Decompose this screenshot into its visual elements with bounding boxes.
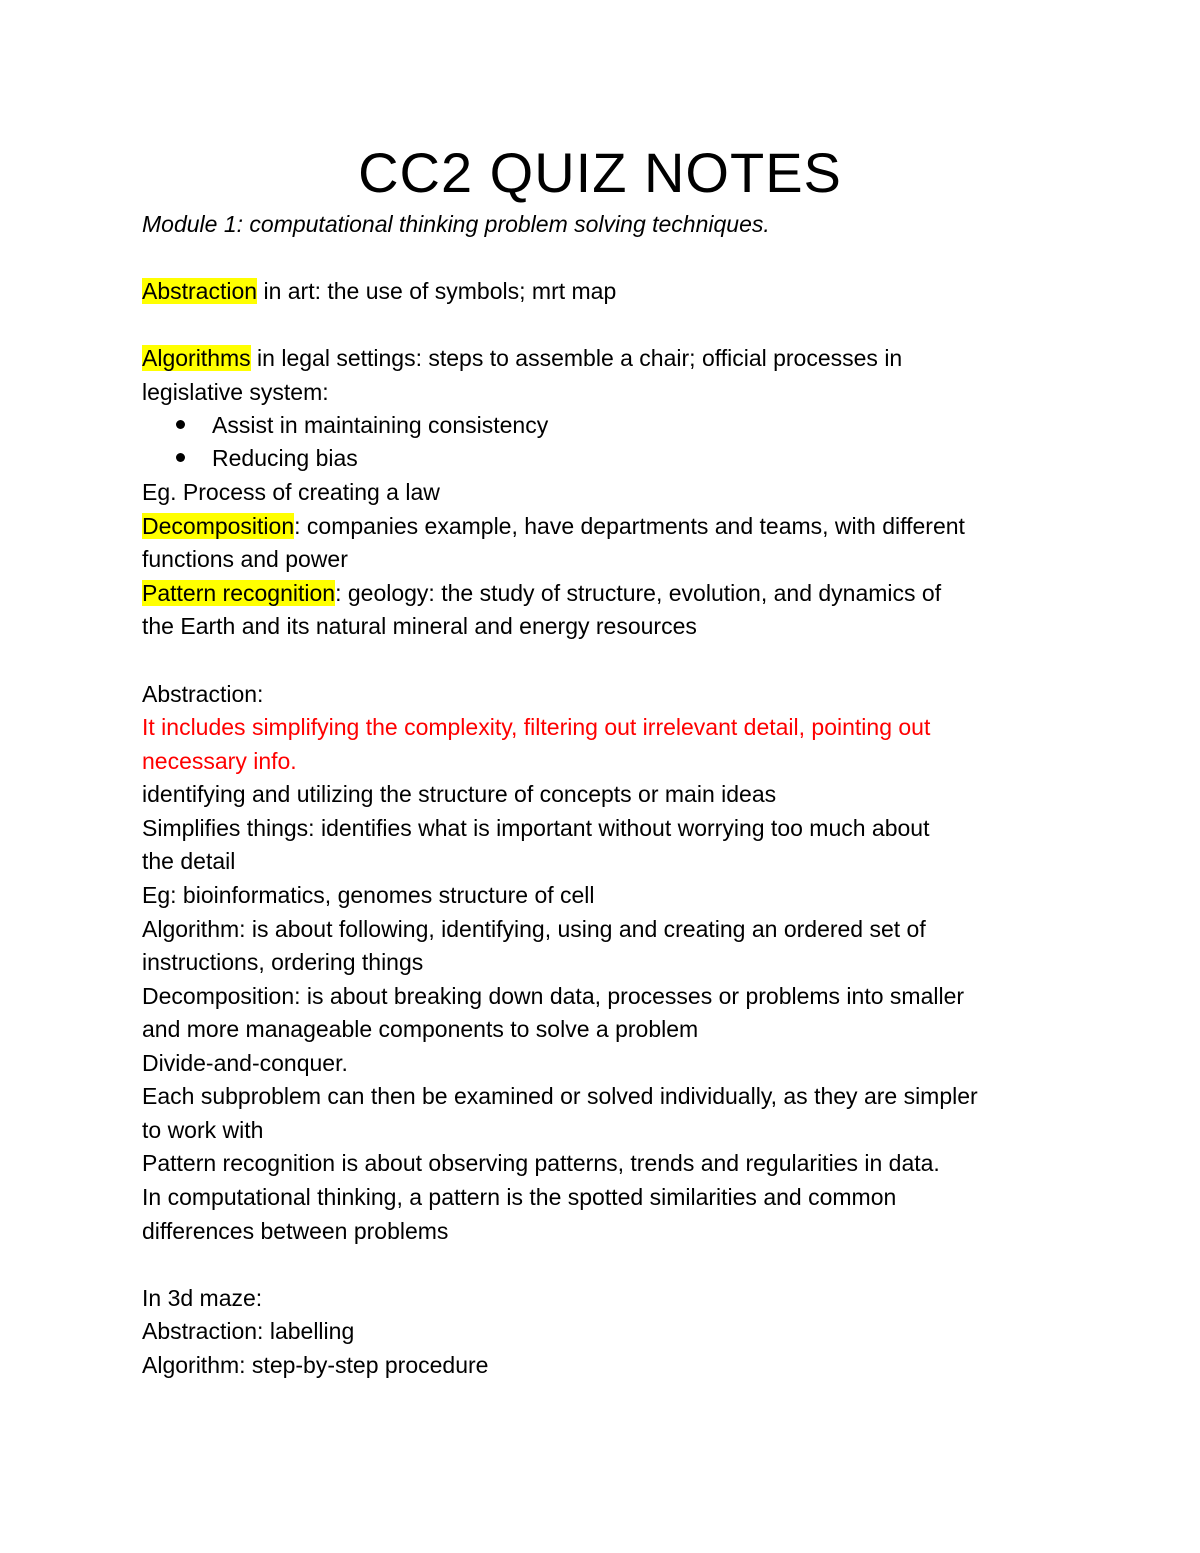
abstraction-heading: Abstraction: [142,681,264,707]
bullet-icon [176,453,185,462]
maze-line: Abstraction: labelling [142,1318,355,1344]
bullet-item-bias: Reducing bias [212,445,358,471]
abstraction-definition: It includes simplifying the complexity, filtering out irrelevant detail, pointing out [142,714,931,740]
note-line: and more manageable components to solve a problem [142,1016,699,1042]
note-line: to work with [142,1117,264,1143]
note-line: Eg: bioinformatics, genomes structure of cell [142,882,595,908]
pattern-recognition-text: : geology: the study of structure, evolution, and dynamics of [335,580,942,606]
algorithms-legal-line-2: legislative system: [142,379,329,405]
abstraction-definition-2: necessary info. [142,748,297,774]
bullet-icon [176,420,185,429]
note-line: Divide-and-conquer. [142,1050,348,1076]
decomposition-line [142,509,965,543]
note-line: instructions, ordering things [142,949,424,975]
note-line: Pattern recognition is about observing patterns, trends and regularities in data. [142,1150,940,1176]
abstraction-art-line [142,274,616,308]
note-line: differences between problems [142,1218,449,1244]
note-line: In computational thinking, a pattern is the spotted similarities and common [142,1184,897,1210]
note-line: Simplifies things: identifies what is important without worrying too much about [142,815,930,841]
decomposition-text: : companies example, have departments and teams, with different [294,513,965,539]
decomposition-line-2: functions and power [142,546,348,572]
note-line: identifying and utilizing the structure of concepts or main ideas [142,781,777,807]
algorithms-legal-line [142,341,902,375]
note-line: the detail [142,848,236,874]
maze-line: Algorithm: step-by-step procedure [142,1352,489,1378]
page-title: CC2 QUIZ NOTES [358,141,842,204]
abstraction-term: Abstraction [142,278,258,304]
pattern-recognition-line-2: the Earth and its natural mineral and energy resources [142,613,697,639]
decomposition-term: Decomposition [142,513,295,539]
pattern-recognition-line [142,576,941,610]
pattern-recognition-term: Pattern recognition [142,580,336,606]
bullet-item-consistency: Assist in maintaining consistency [212,412,549,438]
law-example-line: Eg. Process of creating a law [142,479,440,505]
algorithms-legal-text: in legal settings: steps to assemble a chair; official processes in [250,345,903,371]
abstraction-art-text: in art: the use of symbols; mrt map [257,278,617,304]
note-line: Algorithm: is about following, identifying, using and creating an ordered set of [142,916,926,942]
algorithms-term: Algorithms [142,345,251,371]
module-subtitle: Module 1: computational thinking problem solving techniques. [142,211,770,237]
maze-heading: In 3d maze: [142,1285,263,1311]
note-line: Decomposition: is about breaking down data, processes or problems into smaller [142,983,965,1009]
note-line: Each subproblem can then be examined or solved individually, as they are simpler [142,1083,978,1109]
